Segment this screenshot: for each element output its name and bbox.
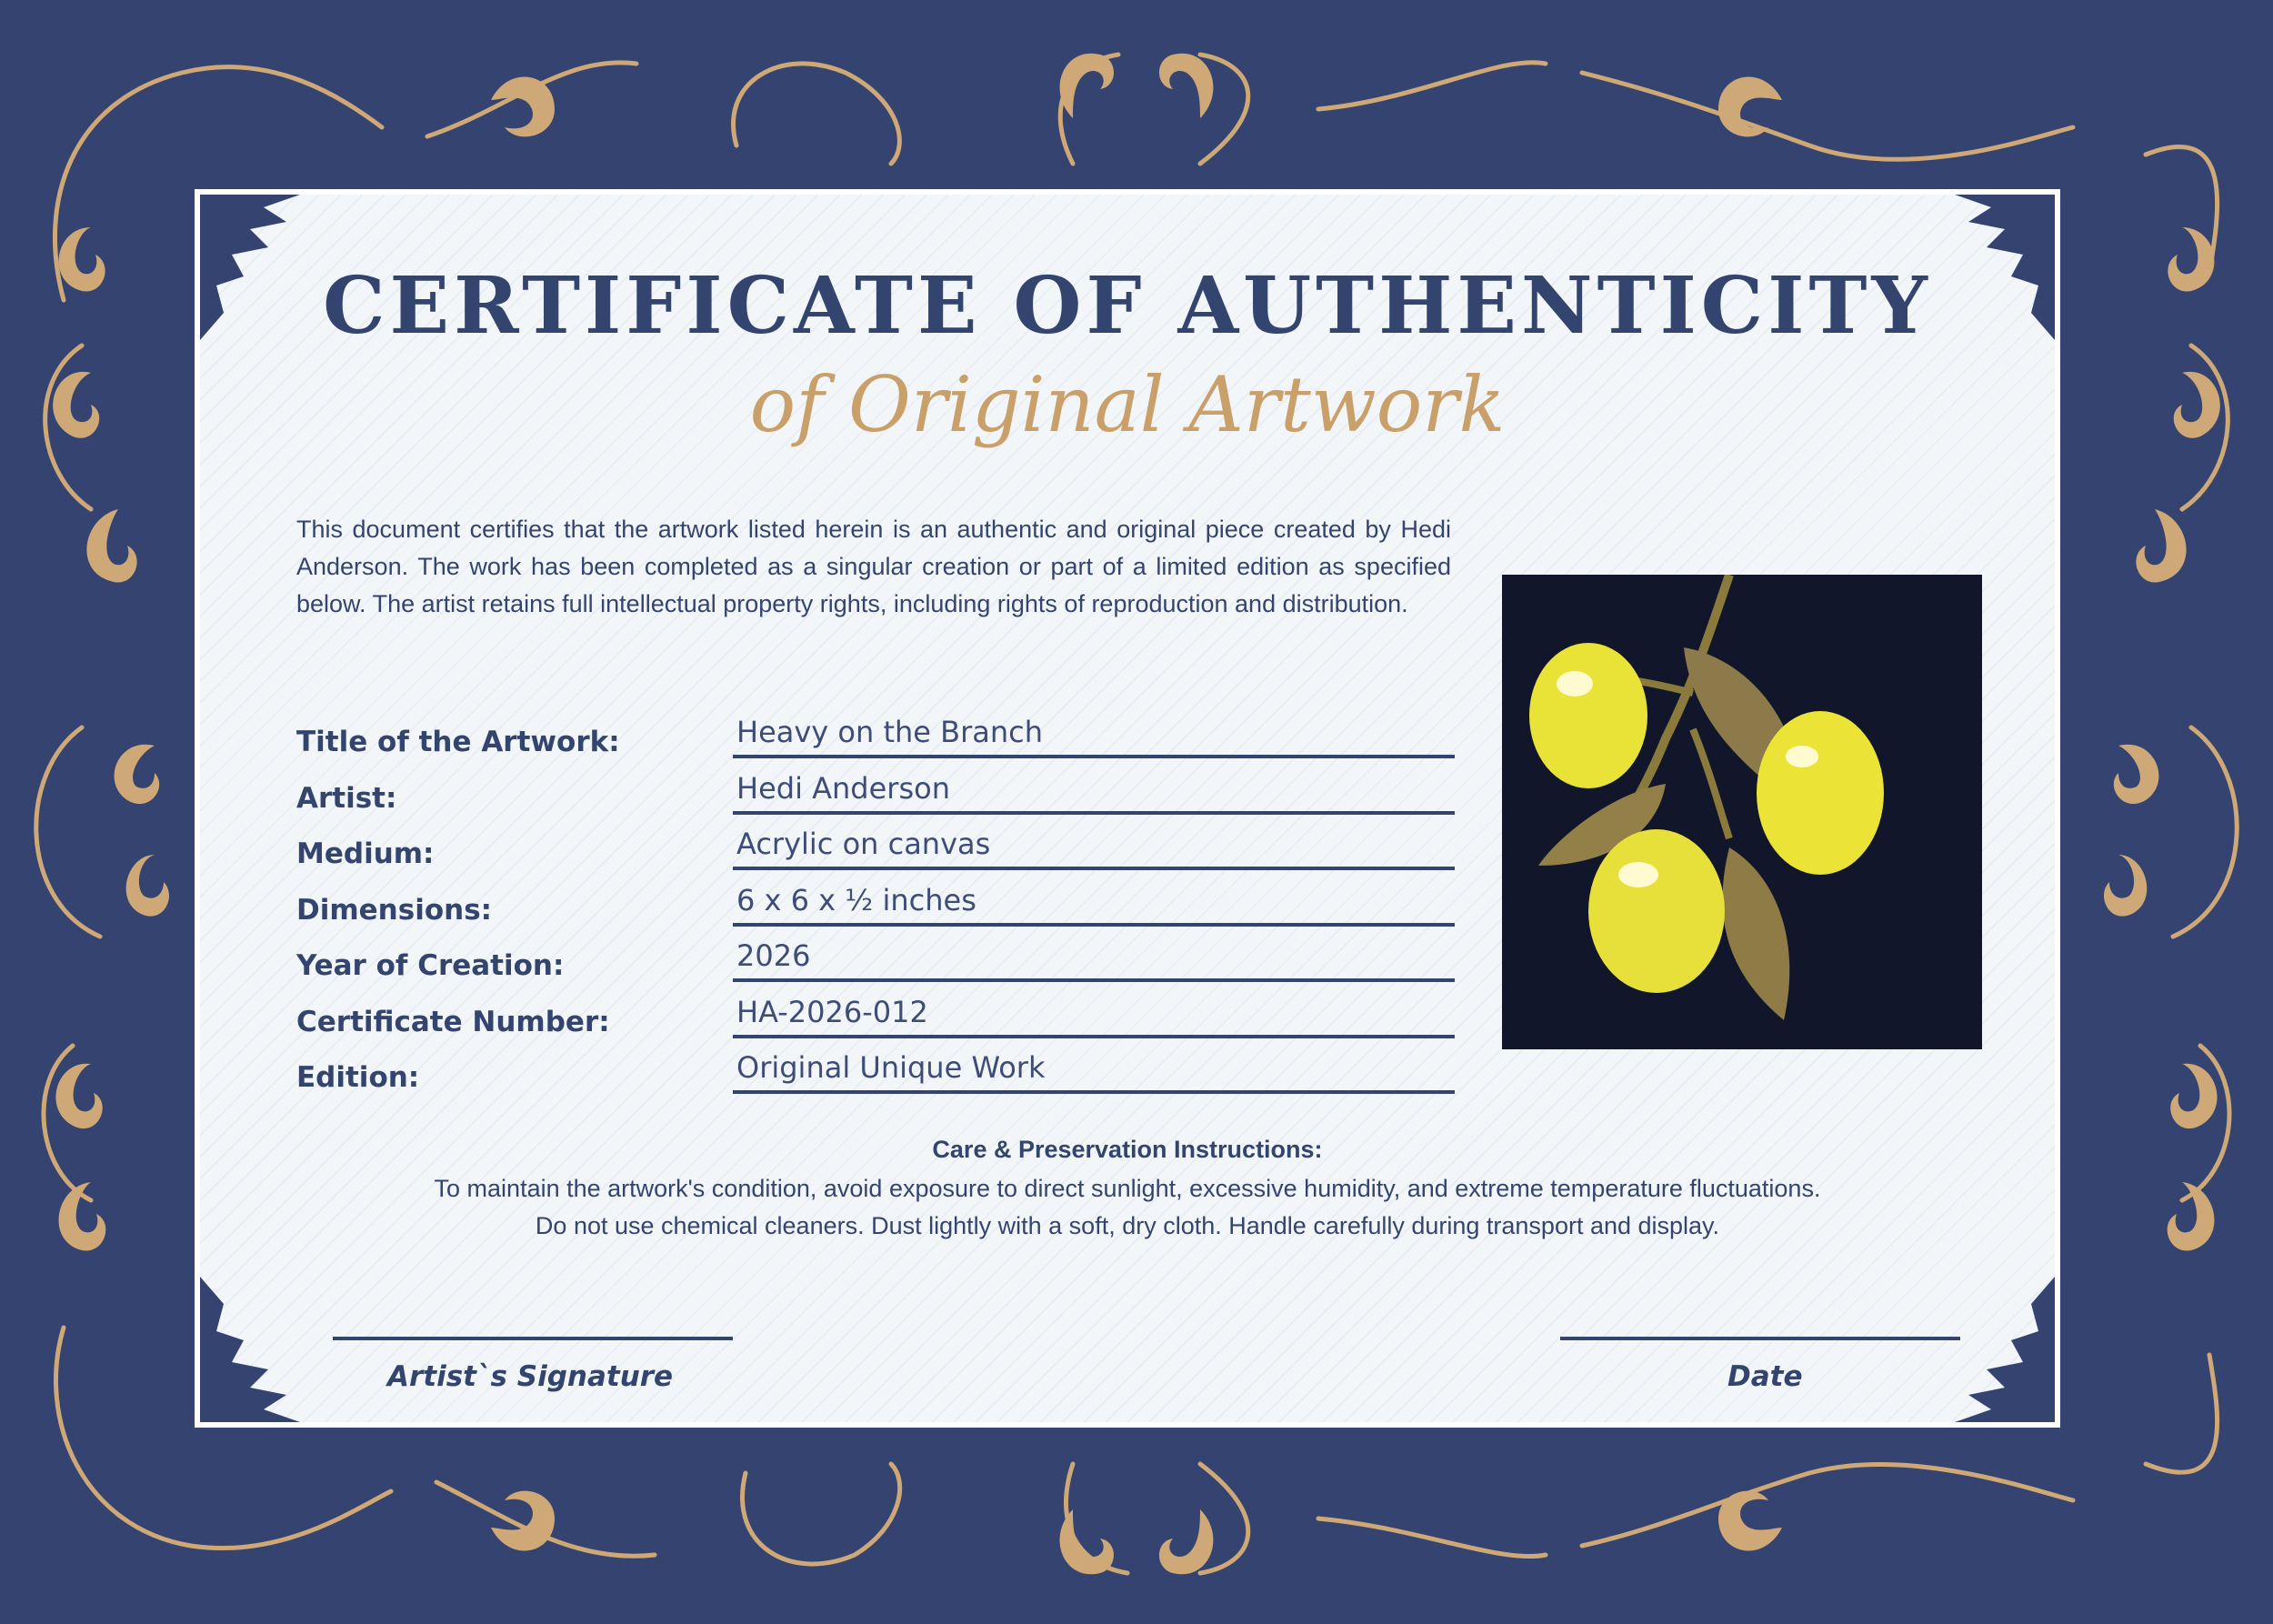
field-label: Title of the Artwork: xyxy=(296,726,620,758)
field-label: Year of Creation: xyxy=(296,949,565,982)
field-certificate-number xyxy=(296,989,1457,1046)
certificate-subtitle: of Original Artwork xyxy=(749,360,1506,449)
artwork-image xyxy=(1502,575,1982,1049)
field-value: Hedi Anderson xyxy=(733,766,1455,815)
care-heading: Care & Preservation Instructions: xyxy=(932,1136,1323,1163)
field-artist xyxy=(296,766,1457,822)
field-label: Artist: xyxy=(296,781,397,815)
care-instructions: To maintain the artwork's condition, avoid exposure to direct sunlight, excessive humidity, and extreme temperature fluctuations. Do not use chemical cleaners. Dust lightly with a soft, dry cloth. Handle carefully during transport and display. xyxy=(434,1175,1821,1239)
field-value: Original Unique Work xyxy=(733,1045,1455,1094)
date-label: Date xyxy=(1727,1360,1803,1393)
field-label: Edition: xyxy=(296,1061,420,1094)
corner-brush-bottom-right xyxy=(1955,1277,2055,1422)
field-value: HA-2026-012 xyxy=(733,989,1455,1038)
field-value: Heavy on the Branch xyxy=(733,709,1455,758)
artwork-details xyxy=(296,709,1457,1101)
field-value: 6 x 6 x ½ inches xyxy=(733,877,1455,927)
field-label: Medium: xyxy=(296,837,435,870)
field-dimensions xyxy=(296,877,1457,934)
field-value: 2026 xyxy=(733,933,1455,982)
corner-brush-bottom-left xyxy=(200,1277,300,1422)
field-label: Certificate Number: xyxy=(296,1005,610,1038)
certificate-title: CERTIFICATE OF AUTHENTICITY xyxy=(323,260,1932,352)
field-value: Acrylic on canvas xyxy=(733,821,1455,870)
date-line xyxy=(1560,1337,1960,1340)
field-medium xyxy=(296,821,1457,877)
field-title xyxy=(296,709,1457,766)
signature-line xyxy=(333,1337,733,1340)
field-label: Dimensions: xyxy=(296,893,493,927)
signature-label: Artist`s Signature xyxy=(387,1360,674,1393)
certificate-paper xyxy=(195,189,2060,1428)
field-edition xyxy=(296,1045,1457,1101)
intro-paragraph: This document certifies that the artwork listed herein is an authentic and original piece created by Hedi Anderson. The work has been completed as a singular creation or part of a limited edition as specified below. The artist retains full intellectual property rights, including rights of reproduction and distribution. xyxy=(296,516,1451,617)
field-year xyxy=(296,933,1457,989)
